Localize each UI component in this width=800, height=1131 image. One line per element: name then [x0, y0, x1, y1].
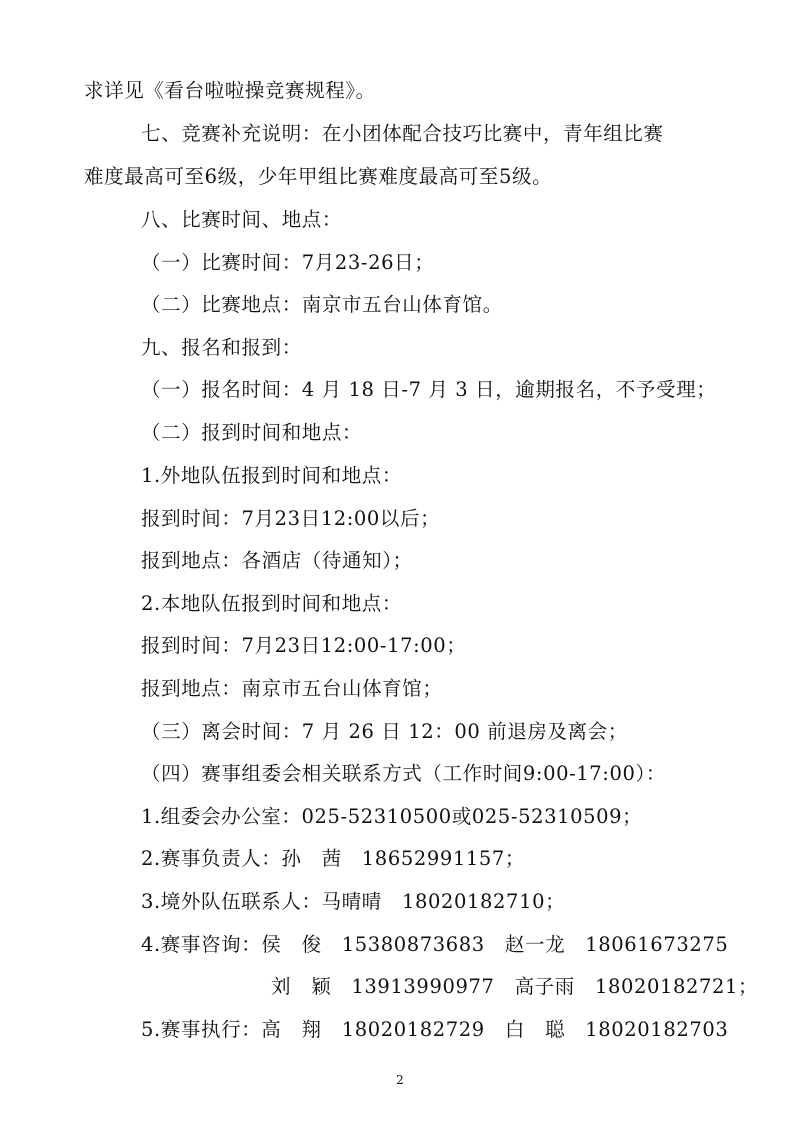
text-line-check-in-heading: （二）报到时间和地点：	[141, 421, 363, 444]
text-line-registration-time: （一）报名时间：4 月 18 日-7 月 3 日，逾期报名，不予受理；	[141, 378, 717, 401]
text-line-competition-venue: （二）比赛地点：南京市五台山体育馆。	[141, 293, 503, 316]
text-line-departure-time: （三）离会时间：7 月 26 日 12：00 前退房及离会；	[141, 720, 628, 743]
text-line-organizing-office: 1.组委会办公室：025-52310500或025-52310509；	[141, 805, 643, 828]
text-line-local-check-in-place: 报到地点：南京市五台山体育馆；	[141, 677, 443, 700]
text-line-section-7-heading: 七、竞赛补充说明：在小团体配合技巧比赛中，青年组比赛	[141, 122, 664, 145]
text-line-event-consultation-continued: 刘 颖 13913990977 高子雨 18020182721；	[271, 975, 759, 998]
page-number: 2	[396, 1073, 404, 1087]
text-line-local-check-in-time: 报到时间：7月23日12:00-17:00；	[141, 634, 467, 657]
text-line-section-8-heading: 八、比赛时间、地点：	[141, 208, 343, 231]
text-line-requirements-reference: 求详见《看台啦啦操竞赛规程》。	[84, 79, 376, 102]
text-line-local-teams: 2.本地队伍报到时间和地点：	[141, 592, 403, 615]
text-line-external-check-in-place: 报到地点：各酒店（待通知）；	[141, 549, 413, 572]
text-line-external-check-in-time: 报到时间：7月23日12:00以后；	[141, 507, 441, 530]
text-line-event-execution: 5.赛事执行：高 翔 18020182729 白 聪 18020182703	[141, 1018, 729, 1041]
text-line-event-manager: 2.赛事负责人：孙 茜 18652991157；	[141, 847, 525, 870]
text-line-event-consultation: 4.赛事咨询：侯 俊 15380873683 赵一龙 18061673275	[141, 933, 729, 956]
text-line-section-7-difficulty: 难度最高可至6级，少年甲组比赛难度最高可至5级。	[84, 165, 553, 188]
text-line-section-9-heading: 九、报名和报到：	[141, 336, 302, 359]
text-line-competition-time: （一）比赛时间：7月23-26日；	[141, 251, 435, 274]
text-line-overseas-contact: 3.境外队伍联系人：马晴晴 18020182710；	[141, 890, 566, 913]
text-line-contact-heading: （四）赛事组委会相关联系方式（工作时间9:00-17:00）：	[141, 762, 666, 785]
text-line-external-teams: 1.外地队伍报到时间和地点：	[141, 464, 403, 487]
